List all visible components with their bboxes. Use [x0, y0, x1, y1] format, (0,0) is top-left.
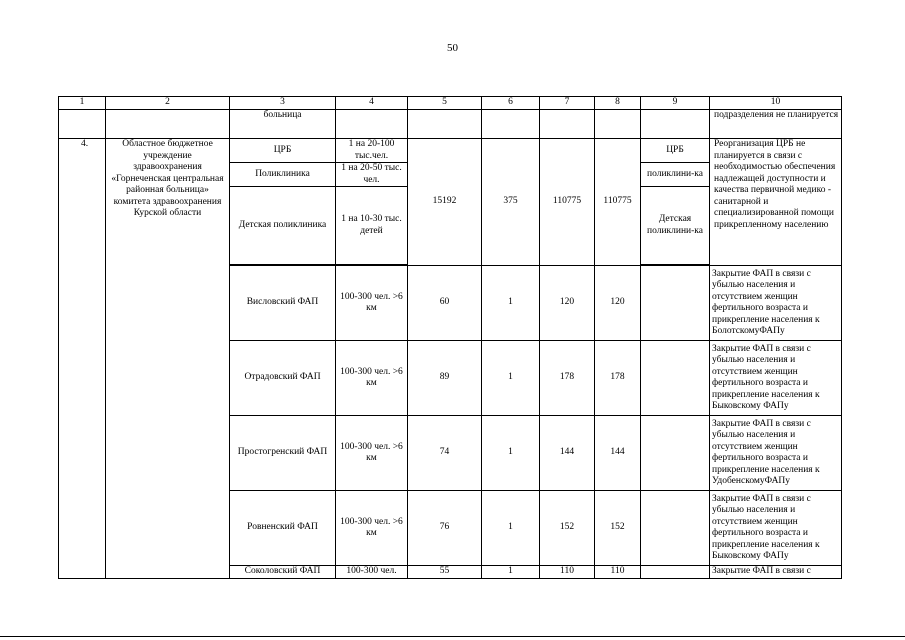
value-cell: 55	[408, 566, 482, 579]
value-cell: 110775	[595, 139, 641, 266]
fap-name-cell: Висловский ФАП	[230, 266, 336, 341]
header-cell: 5	[408, 97, 482, 110]
empty-cell	[641, 266, 710, 341]
notes-cell: Закрытие ФАП в связи с убылью населения и отсутствием женщин фертильного возраста и прикрепление населения к УдобенскомуФАПу	[710, 416, 842, 491]
empty-cell	[641, 416, 710, 491]
section-number-cell: 4.	[59, 139, 106, 579]
empty-cell	[595, 110, 641, 139]
col9-cell: Детская поликлини-ка	[641, 187, 710, 265]
value-cell: 1	[482, 491, 540, 566]
empty-cell	[641, 491, 710, 566]
col9-cell: ЦРБ	[641, 139, 710, 163]
value-cell: 375	[482, 139, 540, 266]
empty-cell	[408, 110, 482, 139]
table-row	[59, 110, 842, 139]
value-cell: 76	[408, 491, 482, 566]
table-row	[59, 139, 842, 163]
value-cell: 144	[540, 416, 595, 491]
facilities-table	[58, 96, 842, 579]
capacity-cell: 100-300 чел. >6 км	[336, 491, 408, 566]
unit-name-cell: Детская поликлиника	[230, 187, 336, 265]
fap-name-cell: Простогренский ФАП	[230, 416, 336, 491]
notes-cell: Закрытие ФАП в связи с убылью населения и отсутствием женщин фертильного возраста и прикрепление населения к Быковскому ФАПу	[710, 491, 842, 566]
header-row	[59, 97, 842, 110]
value-cell: 178	[595, 341, 641, 416]
capacity-cell: 100-300 чел.	[336, 566, 408, 579]
empty-cell	[641, 341, 710, 416]
unit-name-cell: ЦРБ	[230, 139, 336, 163]
header-cell: 2	[106, 97, 230, 110]
value-cell: 110775	[540, 139, 595, 266]
page-edge-line	[0, 636, 905, 637]
notes-cell: Закрытие ФАП в связи с	[710, 566, 842, 579]
value-cell: 1	[482, 566, 540, 579]
value-cell: 110	[595, 566, 641, 579]
capacity-cell: 1 на 10-30 тыс. детей	[336, 187, 408, 265]
capacity-cell: 100-300 чел. >6 км	[336, 416, 408, 491]
header-cell: 3	[230, 97, 336, 110]
organization-cell: Областное бюджетное учреждение здравоохранения «Горнеченская центральная районная больница» комитета здравоохранения Курской области	[106, 139, 230, 579]
fap-name-cell: Ровненский ФАП	[230, 491, 336, 566]
value-cell: 144	[595, 416, 641, 491]
header-cell: 8	[595, 97, 641, 110]
header-cell: 9	[641, 97, 710, 110]
value-cell: 110	[540, 566, 595, 579]
header-cell: 7	[540, 97, 595, 110]
col9-cell: поликлини-ка	[641, 163, 710, 187]
page-number: 50	[447, 42, 458, 54]
empty-cell	[336, 110, 408, 139]
value-cell: 1	[482, 266, 540, 341]
value-cell: 152	[540, 491, 595, 566]
empty-cell	[641, 110, 710, 139]
unit-name-cell: Поликлиника	[230, 163, 336, 187]
value-cell: 89	[408, 341, 482, 416]
header-cell: 4	[336, 97, 408, 110]
empty-cell	[641, 566, 710, 579]
header-cell: 1	[59, 97, 106, 110]
empty-cell	[106, 110, 230, 139]
notes-cell: Закрытие ФАП в связи с убылью населения и отсутствием женщин фертильного возраста и прикрепление населения к Быковскому ФАПу	[710, 341, 842, 416]
fap-name-cell: Отрадовский ФАП	[230, 341, 336, 416]
value-cell: 74	[408, 416, 482, 491]
capacity-cell: 100-300 чел. >6 км	[336, 341, 408, 416]
value-cell: 1	[482, 416, 540, 491]
capacity-cell: 1 на 20-50 тыс. чел.	[336, 163, 408, 187]
capacity-cell: 100-300 чел. >6 км	[336, 266, 408, 341]
value-cell: 1	[482, 341, 540, 416]
empty-cell	[540, 110, 595, 139]
value-cell: 60	[408, 266, 482, 341]
header-cell: 10	[710, 97, 842, 110]
capacity-cell: 1 на 20-100 тыс.чел.	[336, 139, 408, 163]
fap-name-cell: Соколовский ФАП	[230, 566, 336, 579]
value-cell: 120	[540, 266, 595, 341]
value-cell: 152	[595, 491, 641, 566]
unit-name-cell: больница	[230, 110, 336, 139]
value-cell: 15192	[408, 139, 482, 266]
notes-cell: подразделения не планируется	[710, 110, 842, 139]
empty-cell	[59, 110, 106, 139]
notes-cell: Реорганизация ЦРБ не планируется в связи с необходимостью обеспечения надлежащей доступности и качества первичной медико - санитарной и специализированной помощи прикрепленному населению	[710, 139, 842, 266]
value-cell: 178	[540, 341, 595, 416]
header-cell: 6	[482, 97, 540, 110]
notes-cell: Закрытие ФАП в связи с убылью населения и отсутствием женщин фертильного возраста и прикрепление населения к БолотскомуФАПу	[710, 266, 842, 341]
value-cell: 120	[595, 266, 641, 341]
empty-cell	[482, 110, 540, 139]
